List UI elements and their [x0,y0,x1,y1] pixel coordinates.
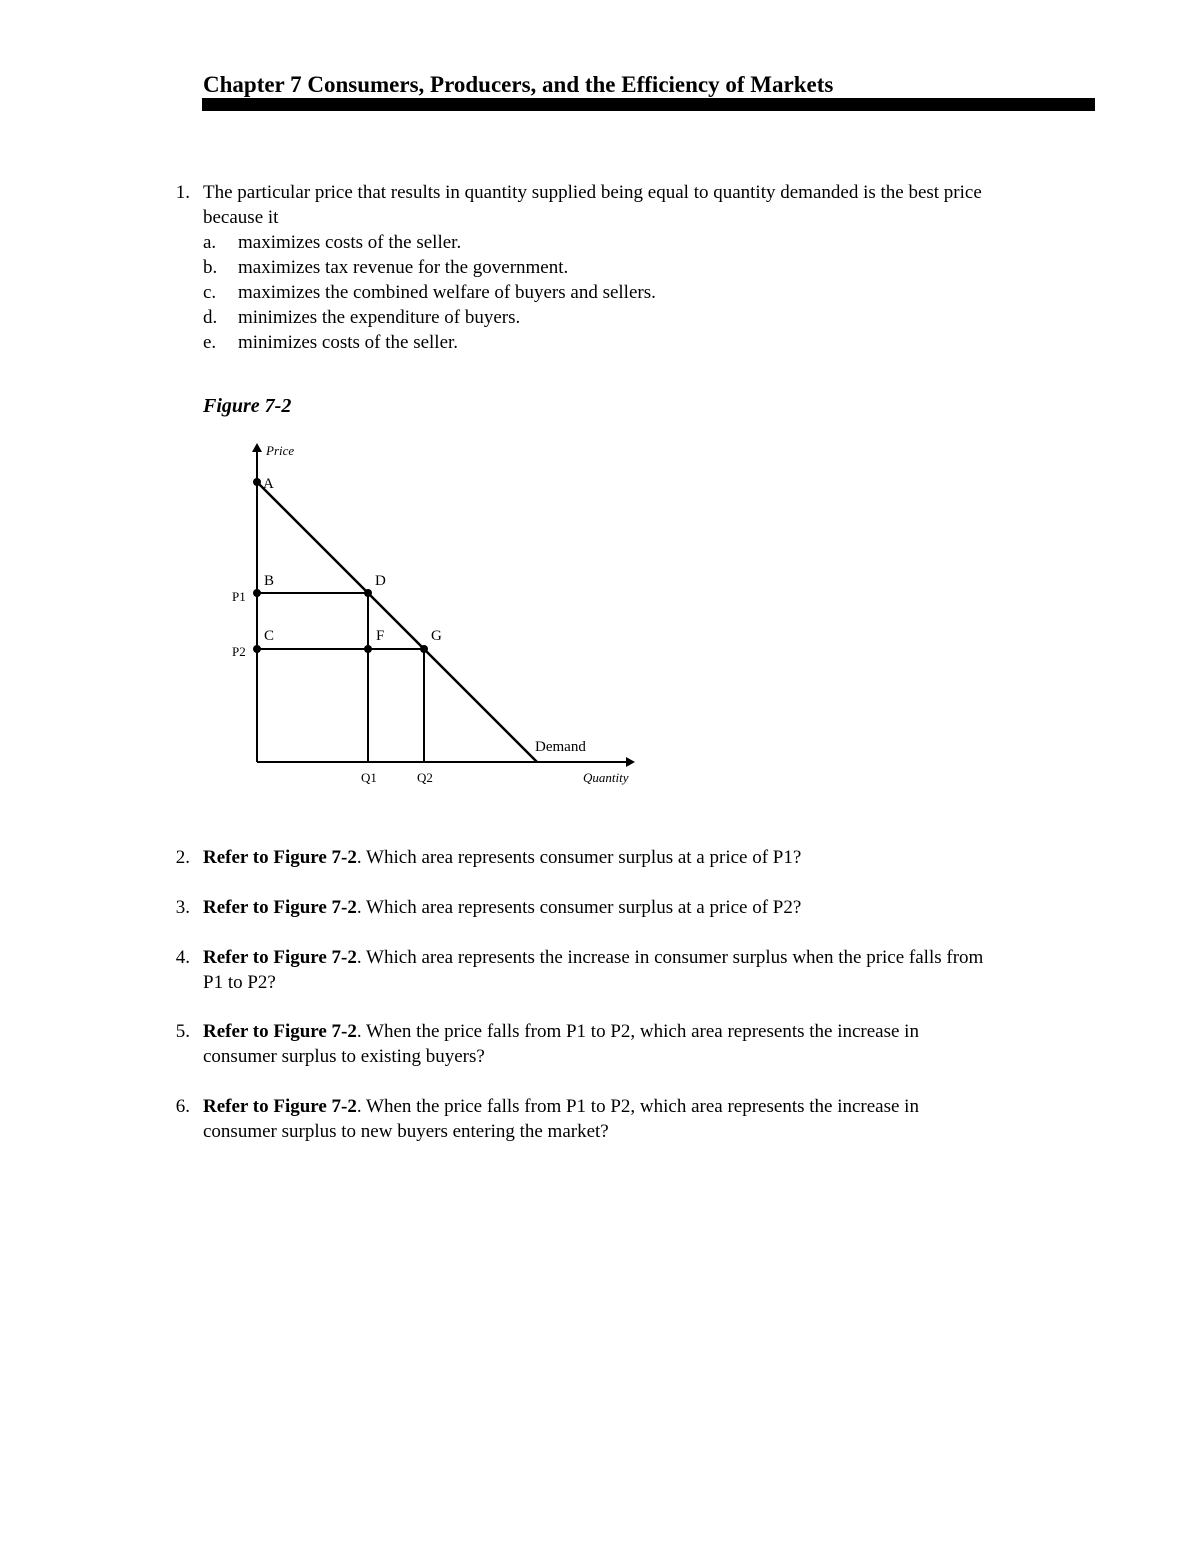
point-a-dot [253,478,261,486]
y-axis-arrow [252,443,262,452]
question-6-text [203,1094,919,1119]
question-5-text [203,1019,919,1044]
p1-tick-label: P1 [232,589,246,604]
question-4-ref: Refer to Figure 7-2 [203,947,357,968]
question-4-text [203,945,983,970]
x-axis-arrow [626,757,635,767]
question-3-number: 3. [175,897,190,918]
chapter-title: Chapter 7 Consumers, Producers, and the Efficiency of Markets [203,72,834,97]
point-g-dot [420,645,428,653]
question-5-number: 5. [175,1021,190,1042]
point-f-dot [364,645,372,653]
p2-tick-label: P2 [232,644,246,659]
option-b-text: maximizes tax revenue for the government. [238,257,569,278]
question-3-text [203,895,801,920]
question-5-line1: . When the price falls from P1 to P2, which area represents the increase in [356,1021,919,1042]
point-d-dot [364,589,372,597]
option-c-letter: c. [203,282,217,303]
question-1-text-line2: because it [203,207,279,228]
option-e-letter: e. [203,332,217,353]
question-4-line2: P1 to P2? [203,972,276,993]
question-1-text-line1: The particular price that results in quantity supplied being equal to quantity demanded is the best price [203,182,982,203]
question-5-line2: consumer surplus to existing buyers? [203,1046,485,1067]
question-6-ref: Refer to Figure 7-2 [203,1096,357,1117]
q2-tick-label: Q2 [417,770,433,785]
option-e-text: minimizes costs of the seller. [238,332,459,353]
p1-dot [253,589,261,597]
question-4-line1: . Which area represents the increase in consumer surplus when the price falls from [356,947,984,968]
label-d: D [375,573,386,589]
label-a: A [263,476,274,492]
option-a-text: maximizes costs of the seller. [238,232,462,253]
question-6-line1: . When the price falls from P1 to P2, which area represents the increase in [356,1096,919,1117]
question-3-line1: . Which area represents consumer surplus at a price of P2? [356,897,802,918]
question-2-number: 2. [175,847,190,868]
question-6-line2: consumer surplus to new buyers entering the market? [203,1121,609,1142]
question-5-ref: Refer to Figure 7-2 [203,1021,357,1042]
label-g: G [431,628,442,644]
option-b-letter: b. [203,257,218,278]
question-2-ref: Refer to Figure 7-2 [203,847,357,868]
label-c: C [264,628,275,644]
q1-tick-label: Q1 [361,770,377,785]
demand-label: Demand [535,739,586,755]
price-axis-label: Price [266,443,295,458]
figure-title: Figure 7-2 [203,395,292,417]
option-d-letter: d. [203,307,218,328]
question-2-text [203,845,801,870]
label-f: F [376,628,385,644]
option-a-letter: a. [203,232,217,253]
question-2-line1: . Which area represents consumer surplus at a price of P1? [356,847,802,868]
p2-dot [253,645,261,653]
question-1-number: 1. [175,182,190,203]
demand-curve [257,482,537,762]
question-4-number: 4. [175,947,190,968]
quantity-axis-label: Quantity [583,770,629,785]
option-d-text: minimizes the expenditure of buyers. [238,307,521,328]
question-3-ref: Refer to Figure 7-2 [203,897,357,918]
label-b: B [264,573,275,589]
question-6-number: 6. [175,1096,190,1117]
option-c-text: maximizes the combined welfare of buyers and sellers. [238,282,656,303]
